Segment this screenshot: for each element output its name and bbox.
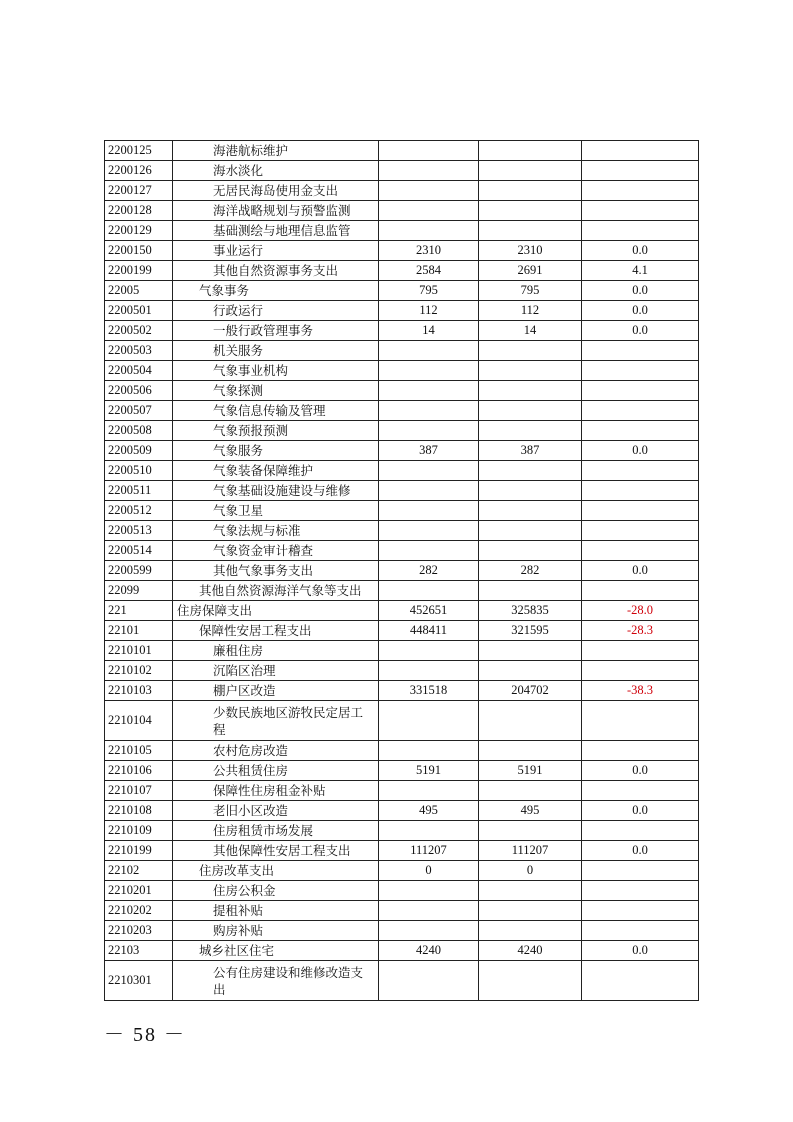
change-percent-cell: 0.0 (582, 801, 699, 821)
code-cell: 2200511 (105, 481, 173, 501)
table-row (105, 381, 699, 401)
code-cell: 2210202 (105, 901, 173, 921)
item-name-cell: 沉陷区治理 (173, 661, 379, 681)
budget-cell (379, 521, 479, 541)
code-cell: 2200513 (105, 521, 173, 541)
table-row (105, 821, 699, 841)
item-name-cell: 气象探测 (173, 381, 379, 401)
table-row (105, 741, 699, 761)
table-row (105, 881, 699, 901)
item-name-cell: 气象法规与标准 (173, 521, 379, 541)
table-row (105, 161, 699, 181)
table-row (105, 841, 699, 861)
change-percent-cell: 4.1 (582, 261, 699, 281)
code-cell: 2200127 (105, 181, 173, 201)
code-cell: 2200599 (105, 561, 173, 581)
item-name-cell: 行政运行 (173, 301, 379, 321)
item-name-cell: 老旧小区改造 (173, 801, 379, 821)
actual-cell (479, 481, 582, 501)
actual-cell: 4240 (479, 941, 582, 961)
actual-cell (479, 341, 582, 361)
code-cell: 2200514 (105, 541, 173, 561)
budget-cell (379, 181, 479, 201)
budget-cell: 387 (379, 441, 479, 461)
actual-cell: 14 (479, 321, 582, 341)
item-name-cell: 气象服务 (173, 441, 379, 461)
change-percent-cell: 0.0 (582, 241, 699, 261)
change-percent-cell (582, 701, 699, 741)
change-percent-cell: 0.0 (582, 561, 699, 581)
actual-cell: 111207 (479, 841, 582, 861)
item-name-cell: 保障性住房租金补贴 (173, 781, 379, 801)
item-name-cell: 住房公积金 (173, 881, 379, 901)
change-percent-cell: 0.0 (582, 301, 699, 321)
table-row (105, 501, 699, 521)
change-percent-cell (582, 421, 699, 441)
table-row (105, 521, 699, 541)
item-name-cell: 气象事务 (173, 281, 379, 301)
item-name-cell: 气象装备保障维护 (173, 461, 379, 481)
code-cell: 221 (105, 601, 173, 621)
actual-cell: 282 (479, 561, 582, 581)
table-row (105, 681, 699, 701)
actual-cell (479, 201, 582, 221)
change-percent-cell (582, 641, 699, 661)
actual-cell (479, 701, 582, 741)
budget-cell (379, 541, 479, 561)
table-body (105, 141, 699, 1001)
code-cell: 2200150 (105, 241, 173, 261)
item-name-cell: 购房补贴 (173, 921, 379, 941)
change-percent-cell (582, 861, 699, 881)
change-percent-cell: 0.0 (582, 941, 699, 961)
budget-cell: 282 (379, 561, 479, 581)
code-cell: 22005 (105, 281, 173, 301)
budget-cell (379, 921, 479, 941)
table-row (105, 701, 699, 741)
code-cell: 2200508 (105, 421, 173, 441)
actual-cell (479, 741, 582, 761)
table-row (105, 961, 699, 1001)
item-name-cell: 住房保障支出 (173, 601, 379, 621)
item-name-cell: 保障性安居工程支出 (173, 621, 379, 641)
actual-cell: 5191 (479, 761, 582, 781)
item-name-cell: 公有住房建设和维修改造支出 (173, 961, 379, 1001)
change-percent-cell (582, 501, 699, 521)
item-name-cell: 气象事业机构 (173, 361, 379, 381)
code-cell: 2210109 (105, 821, 173, 841)
table-row (105, 481, 699, 501)
code-cell: 2210104 (105, 701, 173, 741)
code-cell: 2200199 (105, 261, 173, 281)
item-name-cell: 气象信息传输及管理 (173, 401, 379, 421)
item-name-cell: 基础测绘与地理信息监管 (173, 221, 379, 241)
budget-cell (379, 361, 479, 381)
item-name-cell: 气象预报预测 (173, 421, 379, 441)
table-row (105, 641, 699, 661)
item-name-cell: 棚户区改造 (173, 681, 379, 701)
code-cell: 2200126 (105, 161, 173, 181)
code-cell: 2210108 (105, 801, 173, 821)
budget-cell: 795 (379, 281, 479, 301)
budget-cell: 5191 (379, 761, 479, 781)
table-row (105, 421, 699, 441)
table-row (105, 901, 699, 921)
actual-cell (479, 221, 582, 241)
actual-cell (479, 361, 582, 381)
item-name-cell: 其他保障性安居工程支出 (173, 841, 379, 861)
budget-cell (379, 961, 479, 1001)
actual-cell (479, 421, 582, 441)
code-cell: 2200125 (105, 141, 173, 161)
table-row (105, 301, 699, 321)
budget-cell (379, 701, 479, 741)
actual-cell: 112 (479, 301, 582, 321)
actual-cell (479, 961, 582, 1001)
budget-cell: 495 (379, 801, 479, 821)
budget-cell (379, 481, 479, 501)
budget-cell: 2310 (379, 241, 479, 261)
actual-cell (479, 821, 582, 841)
table-row (105, 261, 699, 281)
change-percent-cell (582, 581, 699, 601)
change-percent-cell: -28.0 (582, 601, 699, 621)
code-cell: 2200512 (105, 501, 173, 521)
budget-cell (379, 401, 479, 421)
table-row (105, 661, 699, 681)
item-name-cell: 气象卫星 (173, 501, 379, 521)
code-cell: 2210102 (105, 661, 173, 681)
change-percent-cell (582, 401, 699, 421)
budget-cell (379, 581, 479, 601)
code-cell: 2200501 (105, 301, 173, 321)
code-cell: 2200129 (105, 221, 173, 241)
budget-cell (379, 161, 479, 181)
actual-cell (479, 401, 582, 421)
item-name-cell: 公共租赁住房 (173, 761, 379, 781)
change-percent-cell: 0.0 (582, 281, 699, 301)
actual-cell (479, 521, 582, 541)
table-row (105, 541, 699, 561)
actual-cell: 495 (479, 801, 582, 821)
code-cell: 22101 (105, 621, 173, 641)
change-percent-cell (582, 481, 699, 501)
budget-cell: 2584 (379, 261, 479, 281)
budget-cell (379, 641, 479, 661)
item-name-cell: 廉租住房 (173, 641, 379, 661)
code-cell: 2210106 (105, 761, 173, 781)
budget-cell: 448411 (379, 621, 479, 641)
change-percent-cell (582, 541, 699, 561)
actual-cell (479, 781, 582, 801)
actual-cell: 2310 (479, 241, 582, 261)
table-row (105, 321, 699, 341)
item-name-cell: 住房改革支出 (173, 861, 379, 881)
actual-cell (479, 181, 582, 201)
change-percent-cell: 0.0 (582, 441, 699, 461)
code-cell: 2210201 (105, 881, 173, 901)
budget-cell: 14 (379, 321, 479, 341)
change-percent-cell (582, 461, 699, 481)
page-number: － 58 － (104, 1024, 186, 1046)
table-row (105, 461, 699, 481)
item-name-cell: 少数民族地区游牧民定居工程 (173, 701, 379, 741)
item-name-cell: 海水淡化 (173, 161, 379, 181)
table-row (105, 581, 699, 601)
actual-cell (479, 381, 582, 401)
change-percent-cell (582, 141, 699, 161)
budget-cell (379, 821, 479, 841)
actual-cell: 325835 (479, 601, 582, 621)
actual-cell: 204702 (479, 681, 582, 701)
budget-cell (379, 741, 479, 761)
change-percent-cell (582, 361, 699, 381)
item-name-cell: 气象基础设施建设与维修 (173, 481, 379, 501)
item-name-cell: 住房租赁市场发展 (173, 821, 379, 841)
table-row (105, 361, 699, 381)
code-cell: 2210105 (105, 741, 173, 761)
code-cell: 2200506 (105, 381, 173, 401)
item-name-cell: 事业运行 (173, 241, 379, 261)
change-percent-cell (582, 201, 699, 221)
change-percent-cell: 0.0 (582, 761, 699, 781)
actual-cell: 387 (479, 441, 582, 461)
change-percent-cell: 0.0 (582, 321, 699, 341)
change-percent-cell (582, 741, 699, 761)
table-row (105, 201, 699, 221)
actual-cell (479, 161, 582, 181)
table-row (105, 781, 699, 801)
actual-cell: 321595 (479, 621, 582, 641)
item-name-cell: 一般行政管理事务 (173, 321, 379, 341)
table-row (105, 221, 699, 241)
actual-cell (479, 641, 582, 661)
code-cell: 2200502 (105, 321, 173, 341)
budget-cell (379, 221, 479, 241)
table-row (105, 861, 699, 881)
table-row (105, 801, 699, 821)
item-name-cell: 机关服务 (173, 341, 379, 361)
code-cell: 2210301 (105, 961, 173, 1001)
item-name-cell: 海洋战略规划与预警监测 (173, 201, 379, 221)
actual-cell (479, 541, 582, 561)
change-percent-cell (582, 161, 699, 181)
code-cell: 2200503 (105, 341, 173, 361)
actual-cell: 795 (479, 281, 582, 301)
change-percent-cell (582, 341, 699, 361)
actual-cell (479, 901, 582, 921)
table-row (105, 401, 699, 421)
budget-cell (379, 901, 479, 921)
code-cell: 2200509 (105, 441, 173, 461)
change-percent-cell (582, 921, 699, 941)
budget-cell (379, 661, 479, 681)
budget-cell (379, 381, 479, 401)
change-percent-cell (582, 961, 699, 1001)
code-cell: 2210107 (105, 781, 173, 801)
table-row (105, 941, 699, 961)
item-name-cell: 其他气象事务支出 (173, 561, 379, 581)
table-row (105, 281, 699, 301)
table-row (105, 621, 699, 641)
change-percent-cell (582, 221, 699, 241)
item-name-cell: 提租补贴 (173, 901, 379, 921)
change-percent-cell: 0.0 (582, 841, 699, 861)
item-name-cell: 其他自然资源事务支出 (173, 261, 379, 281)
change-percent-cell (582, 381, 699, 401)
change-percent-cell (582, 781, 699, 801)
code-cell: 22099 (105, 581, 173, 601)
actual-cell (479, 581, 582, 601)
change-percent-cell: -38.3 (582, 681, 699, 701)
actual-cell (479, 921, 582, 941)
change-percent-cell (582, 661, 699, 681)
budget-cell (379, 421, 479, 441)
code-cell: 2210103 (105, 681, 173, 701)
table-row (105, 181, 699, 201)
change-percent-cell (582, 901, 699, 921)
table-row (105, 241, 699, 261)
actual-cell (479, 461, 582, 481)
change-percent-cell (582, 821, 699, 841)
budget-cell (379, 201, 479, 221)
actual-cell: 0 (479, 861, 582, 881)
actual-cell (479, 881, 582, 901)
table-row (105, 141, 699, 161)
budget-cell (379, 501, 479, 521)
code-cell: 2200504 (105, 361, 173, 381)
actual-cell (479, 661, 582, 681)
table-row (105, 921, 699, 941)
item-name-cell: 城乡社区住宅 (173, 941, 379, 961)
table-row (105, 341, 699, 361)
actual-cell (479, 141, 582, 161)
change-percent-cell (582, 181, 699, 201)
table-row (105, 761, 699, 781)
table-row (105, 561, 699, 581)
budget-cell: 452651 (379, 601, 479, 621)
code-cell: 22102 (105, 861, 173, 881)
item-name-cell: 农村危房改造 (173, 741, 379, 761)
table-row (105, 441, 699, 461)
budget-cell (379, 461, 479, 481)
code-cell: 2200510 (105, 461, 173, 481)
budget-cell: 111207 (379, 841, 479, 861)
budget-cell: 0 (379, 861, 479, 881)
code-cell: 2210199 (105, 841, 173, 861)
code-cell: 2210203 (105, 921, 173, 941)
actual-cell (479, 501, 582, 521)
budget-table (104, 140, 699, 1001)
item-name-cell: 气象资金审计稽查 (173, 541, 379, 561)
table-row (105, 601, 699, 621)
actual-cell: 2691 (479, 261, 582, 281)
budget-cell: 331518 (379, 681, 479, 701)
budget-cell (379, 341, 479, 361)
item-name-cell: 无居民海岛使用金支出 (173, 181, 379, 201)
item-name-cell: 其他自然资源海洋气象等支出 (173, 581, 379, 601)
budget-cell: 112 (379, 301, 479, 321)
code-cell: 2200128 (105, 201, 173, 221)
budget-cell (379, 781, 479, 801)
budget-cell (379, 141, 479, 161)
change-percent-cell (582, 521, 699, 541)
code-cell: 2210101 (105, 641, 173, 661)
change-percent-cell: -28.3 (582, 621, 699, 641)
budget-cell: 4240 (379, 941, 479, 961)
code-cell: 22103 (105, 941, 173, 961)
item-name-cell: 海港航标维护 (173, 141, 379, 161)
budget-cell (379, 881, 479, 901)
code-cell: 2200507 (105, 401, 173, 421)
change-percent-cell (582, 881, 699, 901)
